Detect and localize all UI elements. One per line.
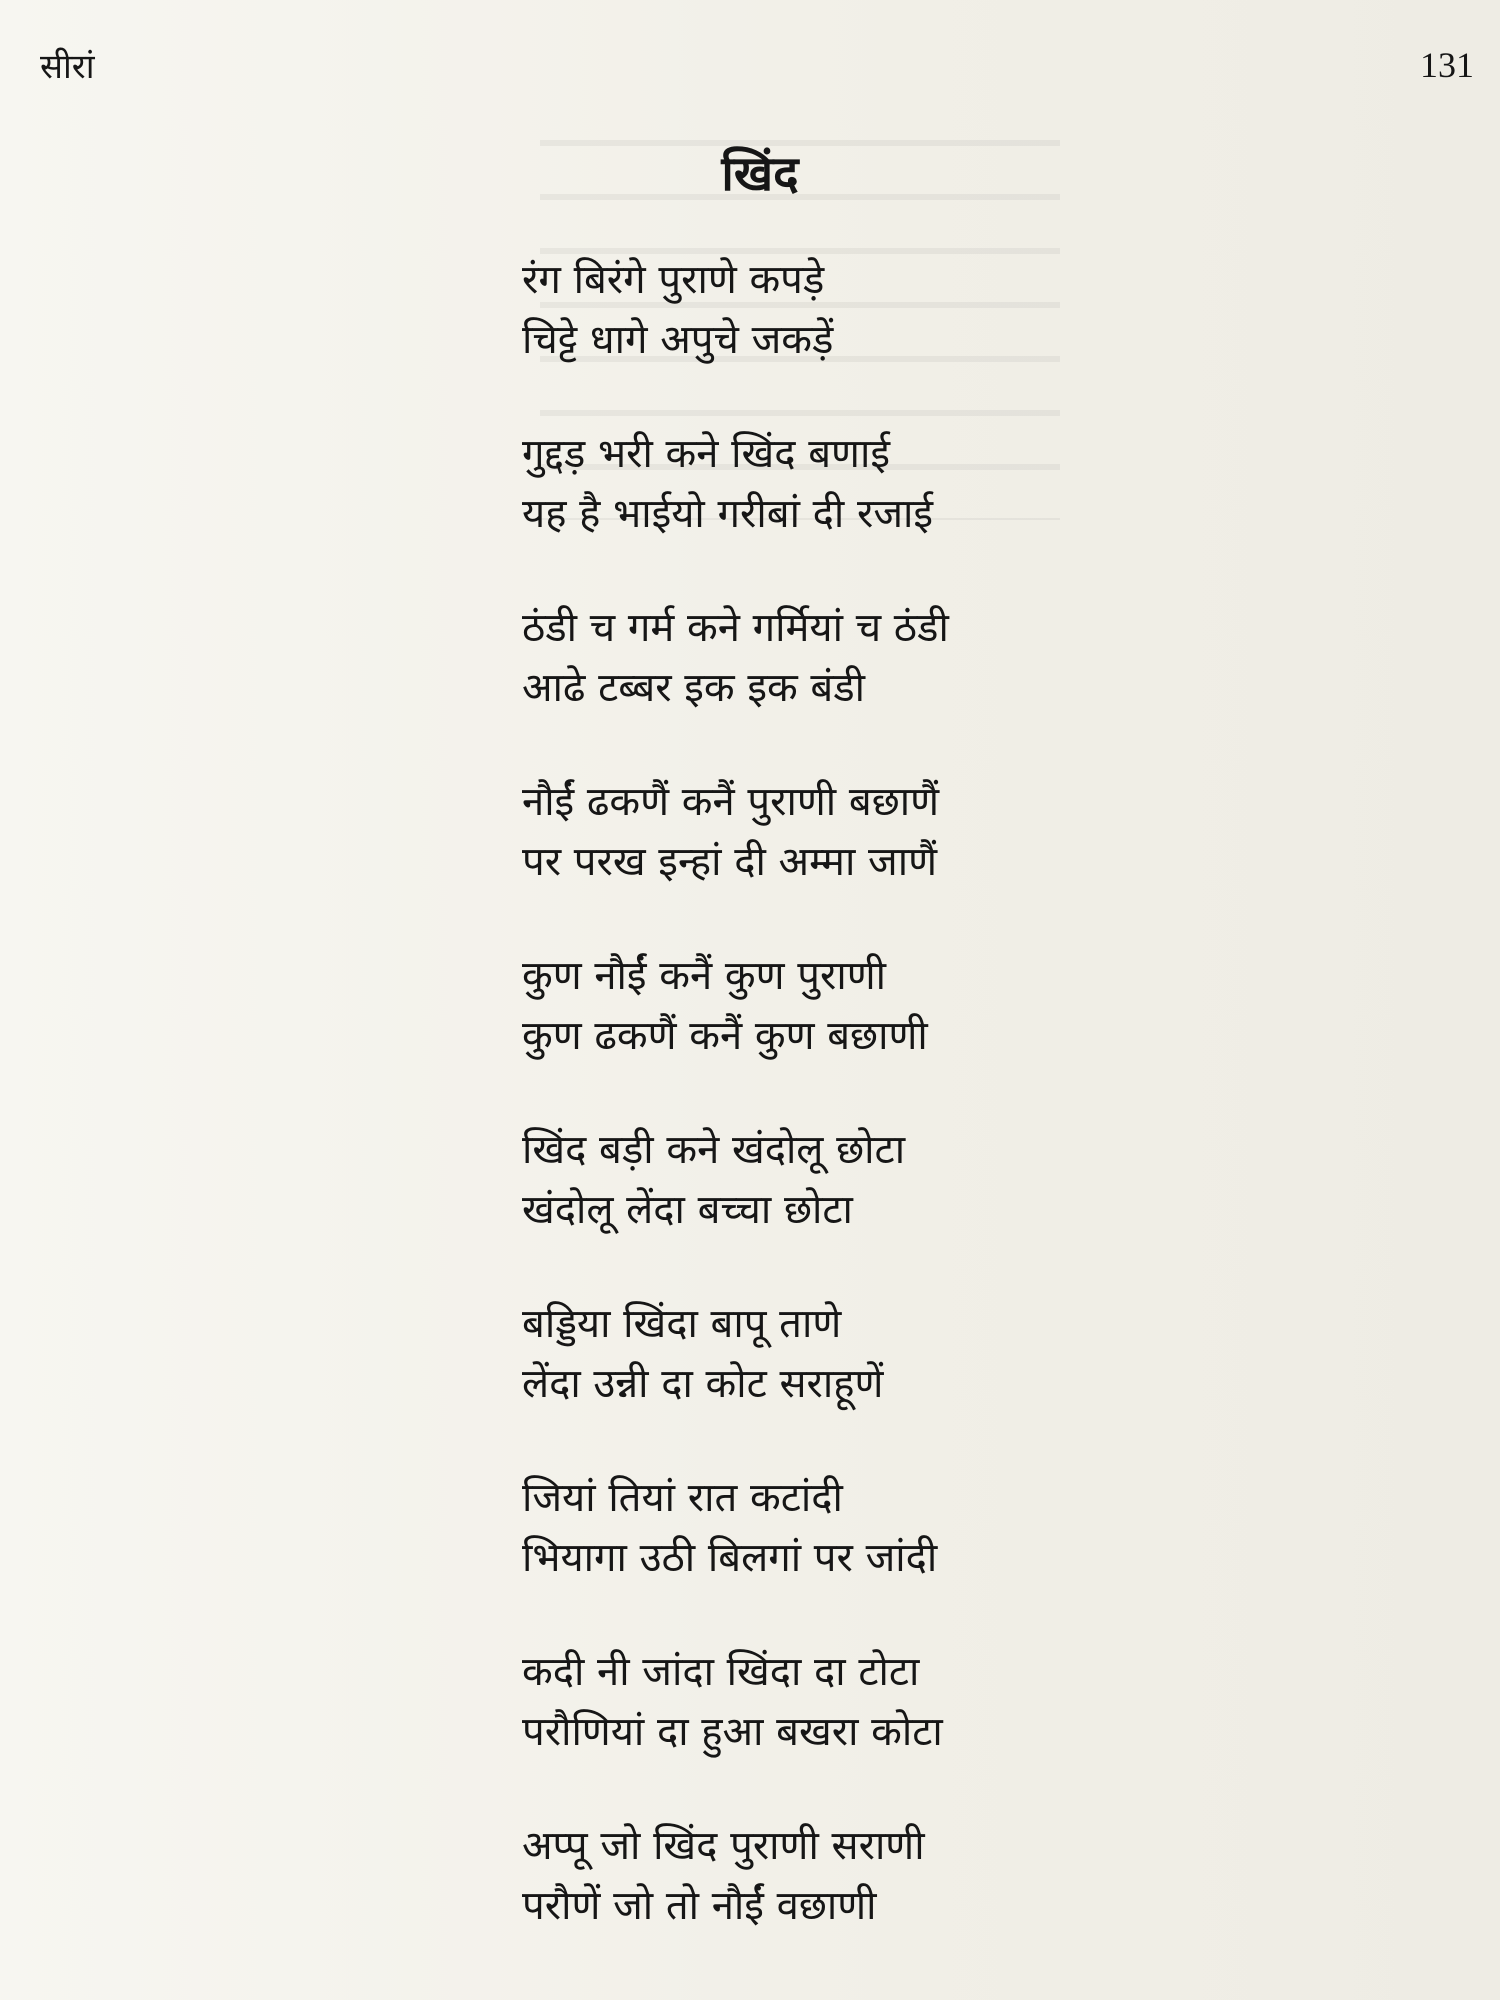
- poem-line: परौणें जो तो नौईं वछाणी: [522, 1883, 877, 1929]
- poem-body: [522, 250, 1422, 1990]
- poem-line: जियां तियां रात कटांदी: [522, 1475, 843, 1521]
- stanza: [522, 1816, 1422, 1936]
- poem-line: खंदोलू लेंदा बच्चा छोटा: [522, 1187, 853, 1233]
- poem-line: यह है भाईयो गरीबां दी रजाई: [522, 491, 934, 537]
- poem-title: खिंद: [721, 146, 799, 202]
- poem-line: कुण नौईं कनैं कुण पुराणी: [522, 953, 886, 999]
- poem-line: आढे टब्बर इक इक बंडी: [522, 665, 866, 711]
- stanza: [522, 946, 1422, 1066]
- stanza: [522, 424, 1422, 544]
- stanza: [522, 1294, 1422, 1414]
- poem-line: भियागा उठी बिलगां पर जांदी: [522, 1535, 938, 1581]
- poem-line: ठंडी च गर्म कने गर्मियां च ठंडी: [522, 605, 949, 651]
- poem-line: बड्डिया खिंदा बापू ताणे: [522, 1301, 842, 1347]
- poem-line: नौईं ढकणैं कनैं पुराणी बछाणैं: [522, 779, 940, 825]
- poem-line: पर परख इन्हां दी अम्मा जाणैं: [522, 839, 938, 885]
- stanza: [522, 1642, 1422, 1762]
- stanza: [522, 250, 1422, 370]
- stanza: [522, 1120, 1422, 1240]
- poem-line: परौणियां दा हुआ बखरा कोटा: [522, 1709, 943, 1755]
- poem-line: अप्पू जो खिंद पुराणी सराणी: [522, 1823, 925, 1869]
- poem-line: खिंद बड़ी कने खंदोलू छोटा: [522, 1127, 906, 1173]
- poem-line: गुद्दड़ भरी कने खिंद बणाई: [522, 431, 890, 477]
- poem-line: लेंदा उन्नी दा कोट सराहूणें: [522, 1361, 884, 1407]
- stanza: [522, 772, 1422, 892]
- stanza: [522, 1468, 1422, 1588]
- stanza: [522, 598, 1422, 718]
- page-number: 131: [1420, 45, 1474, 85]
- poem-line: चिट्टे धागे अपुचे जकड़ें: [522, 317, 834, 363]
- poem-line: रंग बिरंगे पुराणे कपड़े: [522, 257, 825, 303]
- poem-line: कुण ढकणैं कनैं कुण बछाणी: [522, 1013, 928, 1059]
- running-head: सीरां: [40, 47, 95, 87]
- poem-line: कदी नी जांदा खिंदा दा टोटा: [522, 1649, 920, 1695]
